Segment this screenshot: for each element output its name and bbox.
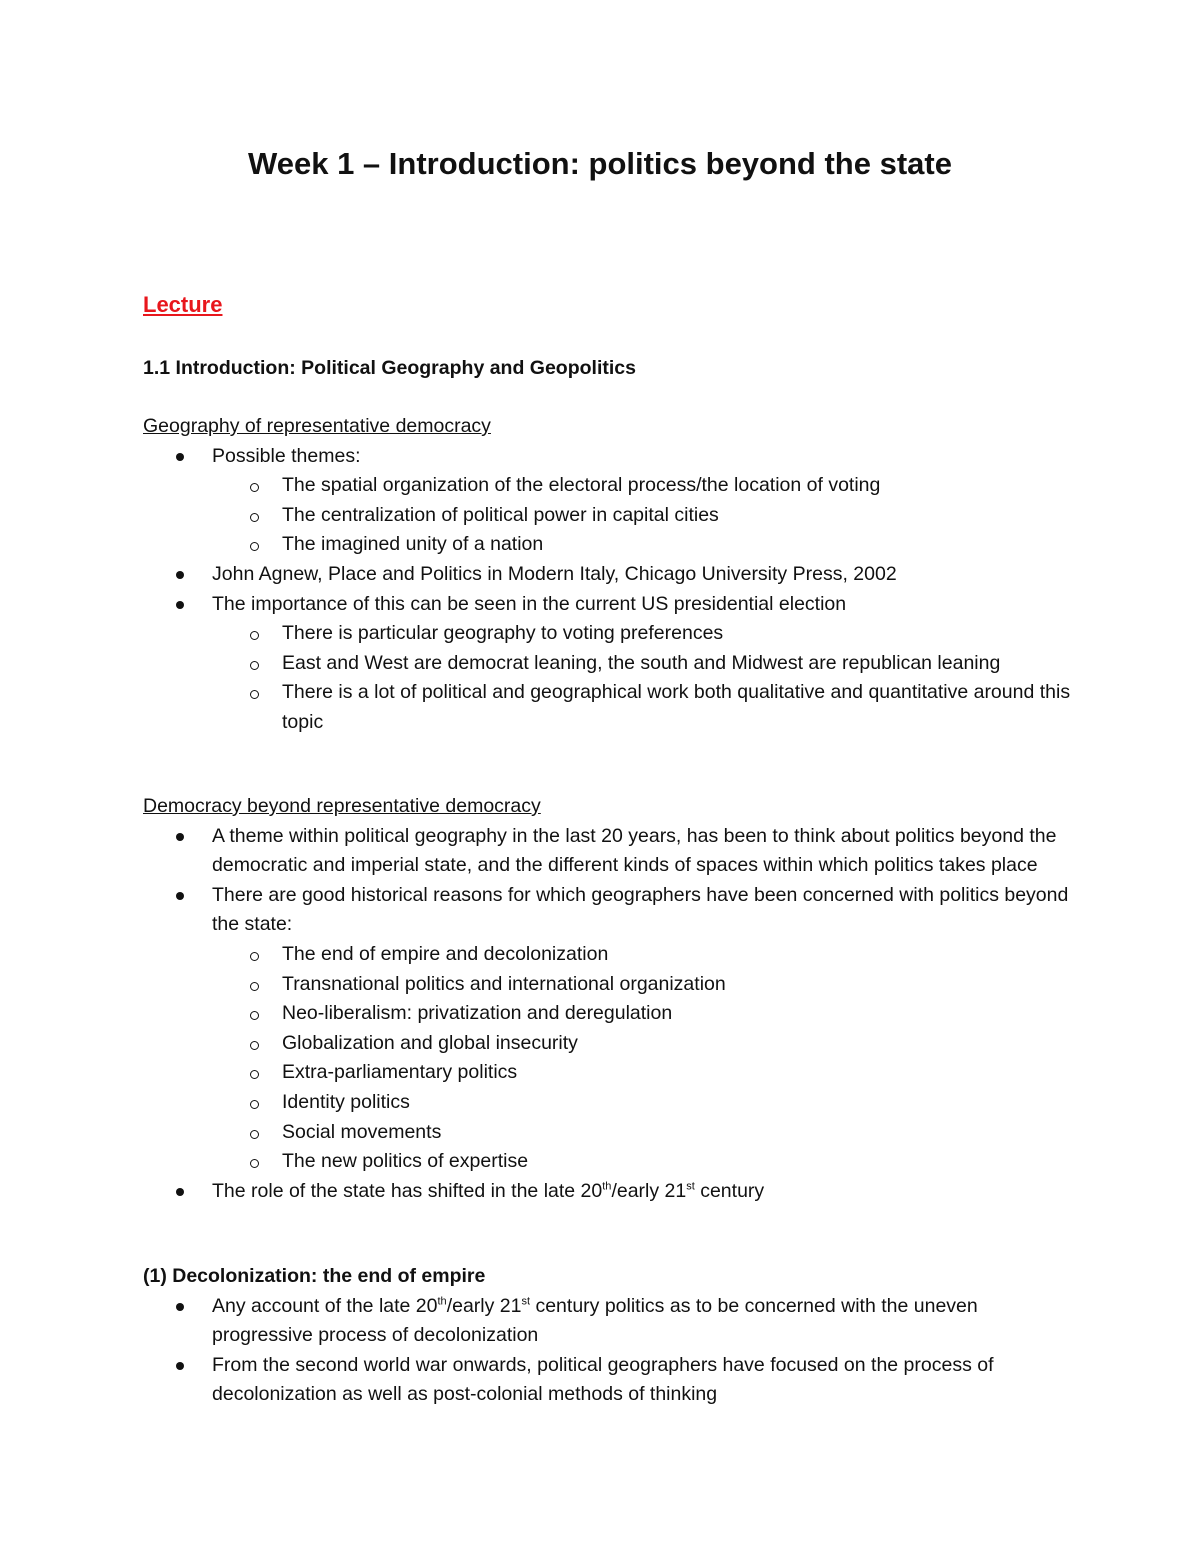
bullet-list (143, 822, 1073, 1207)
lecture-heading: Lecture (143, 292, 223, 317)
sub-list-item (212, 530, 1073, 560)
circle-bullet-icon (250, 661, 259, 670)
sub-bullet-list (212, 619, 1073, 737)
sub-list-item-text: Neo-liberalism: privatization and deregulation (282, 1002, 673, 1025)
list-item (143, 442, 1073, 560)
circle-bullet-icon (250, 690, 259, 699)
circle-bullet-icon (250, 1041, 259, 1050)
sub-list-item (212, 678, 1073, 737)
circle-bullet-icon (250, 631, 259, 640)
sub-list-item (212, 471, 1073, 501)
sub-list-item-text: Transnational politics and international organization (282, 972, 726, 995)
sub-bullet-list (212, 940, 1073, 1177)
section-democracy-beyond-representative-democracy (143, 792, 1073, 1206)
bullet-icon (176, 453, 184, 461)
sub-list-item-text: Globalization and global insecurity (282, 1031, 578, 1054)
list-item (143, 1351, 1073, 1410)
sub-list-item (212, 1147, 1073, 1177)
bullet-icon (176, 1188, 184, 1196)
bullet-icon (176, 892, 184, 900)
circle-bullet-icon (250, 982, 259, 991)
sub-list-item-text: There is a lot of political and geographical work both qualitative and quantitative around this topic (282, 681, 1071, 733)
list-item-text: The importance of this can be seen in the current US presidential election (212, 592, 847, 615)
list-item (143, 822, 1073, 881)
circle-bullet-icon (250, 542, 259, 551)
sub-list-item (212, 1088, 1073, 1118)
subsection-heading: (1) Decolonization: the end of empire (143, 1265, 486, 1287)
sub-list-item-text: The centralization of political power in capital cities (282, 503, 719, 526)
sub-list-item-text: The imagined unity of a nation (282, 533, 544, 556)
sub-list-item (212, 1118, 1073, 1148)
sub-list-item-text: There is particular geography to voting preferences (282, 622, 724, 645)
document-title: Week 1 – Introduction: politics beyond the state (248, 146, 952, 181)
sub-list-item-text: The spatial organization of the electoral process/the location of voting (282, 474, 881, 497)
circle-bullet-icon (250, 1130, 259, 1139)
sub-list-item-text: Extra-parliamentary politics (282, 1061, 518, 1084)
sub-list-item (212, 1029, 1073, 1059)
subsection-heading: Geography of representative democracy (143, 415, 491, 437)
list-item (143, 590, 1073, 738)
sub-list-item (212, 501, 1073, 531)
list-item-text: From the second world war onwards, political geographers have focused on the process of decolonization as well as post-colonial methods of thinking (212, 1353, 994, 1406)
list-item-text: John Agnew, Place and Politics in Modern Italy, Chicago University Press, 2002 (212, 562, 897, 585)
circle-bullet-icon (250, 952, 259, 961)
sub-list-item-text: The end of empire and decolonization (282, 942, 609, 965)
sub-list-item-text: The new politics of expertise (282, 1150, 529, 1173)
list-item (143, 1292, 1073, 1351)
sub-list-item (212, 940, 1073, 970)
circle-bullet-icon (250, 1011, 259, 1020)
sub-list-item (212, 619, 1073, 649)
list-item (143, 560, 1073, 590)
bullet-icon (176, 1303, 184, 1311)
sub-bullet-list (212, 471, 1073, 560)
subsection-heading: Democracy beyond representative democracy (143, 795, 541, 817)
sub-list-item (212, 1058, 1073, 1088)
bullet-icon (176, 1362, 184, 1370)
circle-bullet-icon (250, 1159, 259, 1168)
sub-list-item-text: Identity politics (282, 1090, 410, 1113)
sub-list-item-text: Social movements (282, 1120, 442, 1143)
list-item-text: The role of the state has shifted in the late 20th/early 21st century (212, 1179, 765, 1202)
bullet-list (143, 1292, 1073, 1410)
circle-bullet-icon (250, 483, 259, 492)
section-geography-of-representative-democracy (143, 412, 1073, 738)
list-item-text: Possible themes: (212, 444, 361, 467)
bullet-icon (176, 571, 184, 579)
circle-bullet-icon (250, 1100, 259, 1109)
section-decolonization (143, 1262, 1073, 1410)
bullet-icon (176, 833, 184, 841)
circle-bullet-icon (250, 1070, 259, 1079)
list-item-text: A theme within political geography in the last 20 years, has been to think about politics beyond the democratic and imperial state, and the different kinds of spaces within which politics takes place (212, 824, 1057, 877)
sub-list-item (212, 999, 1073, 1029)
bullet-list (143, 442, 1073, 738)
sub-list-item (212, 649, 1073, 679)
list-item (143, 881, 1073, 1177)
sub-list-item (212, 970, 1073, 1000)
bullet-icon (176, 601, 184, 609)
sub-list-item-text: East and West are democrat leaning, the south and Midwest are republican leaning (282, 651, 1001, 674)
circle-bullet-icon (250, 513, 259, 522)
list-item-text: Any account of the late 20th/early 21st century politics as to be concerned with the uneven progressive process of decolonization (212, 1294, 978, 1347)
section-heading: 1.1 Introduction: Political Geography and Geopolitics (143, 357, 636, 379)
list-item (143, 1177, 1073, 1207)
list-item-text: There are good historical reasons for which geographers have been concerned with politics beyond the state: (212, 883, 1069, 936)
